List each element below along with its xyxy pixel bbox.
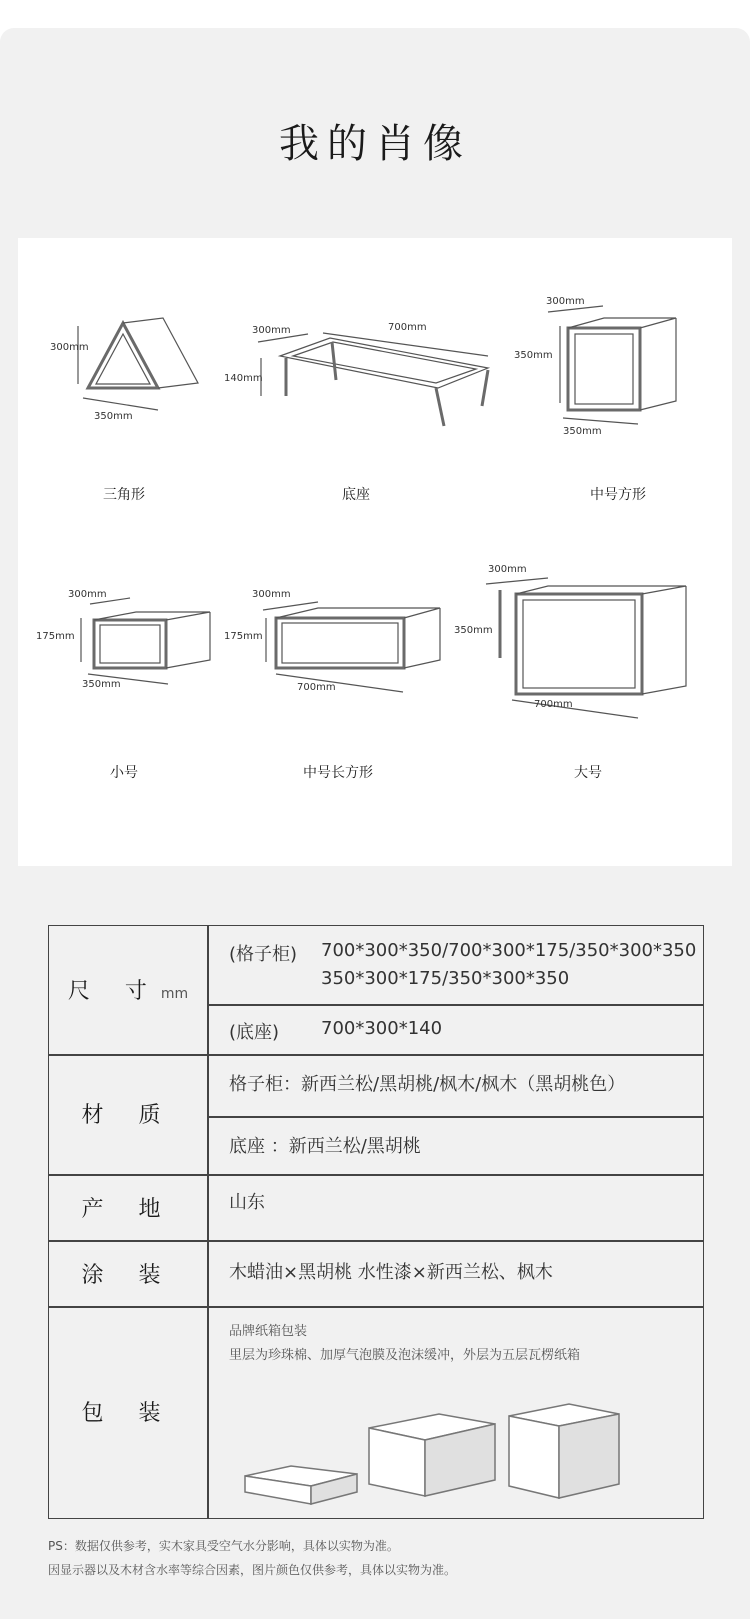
small-dim-width: 350mm — [82, 679, 121, 690]
medium-square-dim-depth: 300mm — [546, 296, 585, 307]
spec-divider — [49, 1174, 703, 1176]
spec-coating-value: 木蜡油×黑胡桃 水性漆×新西兰松、枫木 — [229, 1262, 553, 1283]
spec-size-cabinet-line2: 350*300*175/350*300*350 — [321, 968, 570, 989]
product-label-triangle: 三角形 — [103, 487, 145, 503]
spec-divider — [49, 1054, 703, 1056]
triangle-dim-width: 350mm — [94, 411, 133, 422]
large-dim-height: 350mm — [454, 625, 493, 636]
spec-label-material: 材 质 — [81, 1103, 175, 1128]
spec-size-cabinet-line1: 700*300*350/700*300*175/350*300*350 — [321, 940, 697, 961]
spec-divider — [49, 1306, 703, 1308]
spec-table — [48, 925, 704, 1519]
product-label-base: 底座 — [342, 487, 370, 503]
spec-divider — [49, 1240, 703, 1242]
ps-note-line1: PS：数据仅供参考，实木家具受空气水分影响，具体以实物为准。 — [48, 1539, 399, 1553]
spec-packaging-line2: 里层为珍珠棉、加厚气泡膜及泡沫缓冲，外层为五层瓦楞纸箱 — [229, 1348, 581, 1363]
spec-divider — [207, 926, 209, 1518]
base-dim-depth: 300mm — [252, 325, 291, 336]
medium-rectangle-dim-depth: 300mm — [252, 589, 291, 600]
product-diagram-panel — [18, 238, 732, 866]
spec-label-packaging: 包 装 — [81, 1401, 175, 1426]
medium-box-icon — [369, 1414, 495, 1496]
small-dim-height: 175mm — [36, 631, 75, 642]
product-label-medium-square: 中号方形 — [590, 487, 646, 503]
triangle-shelf-drawing — [50, 318, 198, 422]
spec-size-cabinet-label: (格子柜) — [229, 944, 298, 965]
base-drawing — [224, 322, 488, 426]
ps-note-line2: 因显示器以及木材含水率等综合因素，图片颜色仅供参考，具体以实物为准。 — [48, 1563, 457, 1577]
medium-rectangle-dim-length: 700mm — [297, 682, 336, 693]
spec-label-size: 尺 寸mm — [67, 979, 189, 1004]
spec-label-coating: 涂 装 — [81, 1263, 175, 1288]
product-label-large: 大号 — [574, 765, 602, 781]
small-drawing — [36, 589, 210, 690]
medium-rectangle-drawing — [224, 589, 440, 693]
base-dim-length: 700mm — [388, 322, 427, 333]
base-dim-height: 140mm — [224, 373, 263, 384]
flat-box-icon — [245, 1466, 357, 1504]
spec-divider — [207, 1116, 703, 1118]
spec-label-origin: 产 地 — [81, 1197, 175, 1222]
medium-rectangle-dim-height: 175mm — [224, 631, 263, 642]
product-label-medium-rectangle: 中号长方形 — [303, 765, 373, 781]
large-dim-depth: 300mm — [488, 564, 527, 575]
page-title: 我的肖像 — [279, 121, 471, 167]
spec-packaging-line1: 品牌纸箱包装 — [229, 1324, 308, 1339]
packaging-boxes-illustration — [239, 1366, 639, 1516]
medium-square-dim-height: 350mm — [514, 350, 553, 361]
small-dim-depth: 300mm — [68, 589, 107, 600]
spec-size-base-value: 700*300*140 — [321, 1018, 443, 1039]
large-drawing — [454, 564, 686, 718]
medium-square-dim-width: 350mm — [563, 426, 602, 437]
spec-material-line1: 格子柜：新西兰松/黑胡桃/枫木/枫木（黑胡桃色） — [229, 1074, 626, 1095]
triangle-dim-height: 300mm — [50, 342, 89, 353]
spec-divider — [207, 1004, 703, 1006]
product-label-small: 小号 — [110, 765, 138, 781]
spec-material-line2: 底座 ：新西兰松/黑胡桃 — [229, 1136, 421, 1157]
spec-size-base-label: (底座) — [229, 1022, 280, 1043]
large-box-icon — [509, 1404, 619, 1498]
large-dim-length: 700mm — [534, 699, 573, 710]
spec-origin-value: 山东 — [229, 1192, 265, 1213]
medium-square-drawing — [514, 296, 676, 437]
